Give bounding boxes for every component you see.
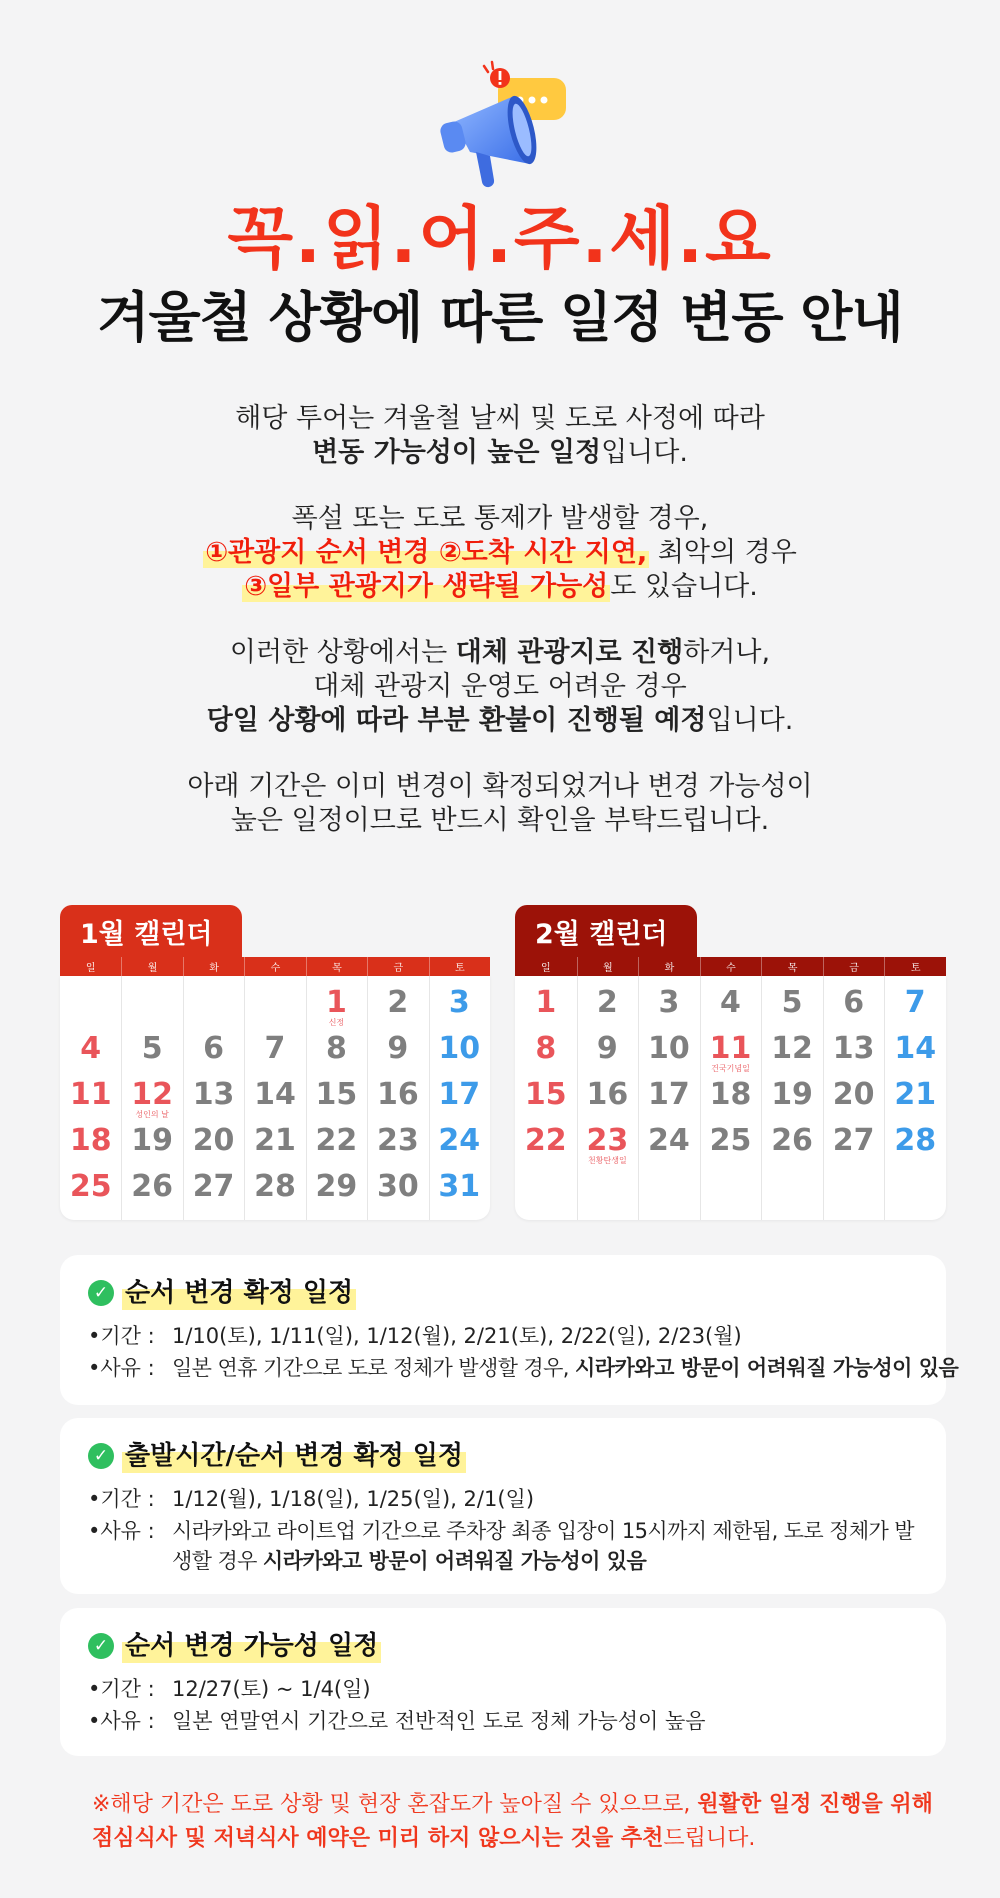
day-number: 29 (315, 1169, 358, 1204)
day-number: 21 (894, 1077, 937, 1112)
calendar-day (515, 1121, 577, 1167)
footnote-text: 드립니다. (663, 1826, 756, 1851)
calendar-grid (60, 976, 490, 1220)
calendar-day (183, 1075, 244, 1121)
reason-text: 시라카와고 라이트업 기간으로 주차장 최종 입장이 15시까지 제한됨, 도로 정체가 발생할 경우 (172, 1519, 914, 1573)
schedule-box-order-change-confirmed (60, 1255, 959, 1405)
calendar-day (367, 1029, 428, 1075)
day-number: 4 (80, 1031, 102, 1066)
day-number: 4 (720, 985, 741, 1020)
footnote-bold: 원활한 일정 진행을 위해 점심식사 및 저녁식사 예약은 미리 하지 않으시는 것을 추천 (92, 1792, 933, 1851)
weekday-label: 목 (761, 957, 823, 976)
intro-text-span: 아래 기간은 이미 변경이 확정되었거나 변경 가능성이 (187, 771, 813, 802)
period-label: •기간 : (88, 1487, 155, 1511)
calendar-day (121, 1121, 182, 1167)
day-number: 5 (781, 985, 803, 1020)
weekday-label: 월 (121, 957, 182, 976)
day-number: 10 (438, 1031, 481, 1066)
check-circle-icon: ✓ (88, 1633, 114, 1659)
day-number: 1 (325, 985, 347, 1020)
footnote (92, 1788, 952, 1856)
weekday-header (515, 957, 946, 976)
calendar-day (577, 983, 639, 1029)
reason-text: 일본 연말연시 기간으로 전반적인 도로 정체 가능성이 높음 (172, 1709, 706, 1733)
day-number: 22 (524, 1123, 567, 1158)
calendar-day (429, 983, 490, 1029)
calendar-title: 2월 캘린더 (515, 905, 697, 957)
weekday-label: 토 (429, 957, 490, 976)
weekday-header (60, 957, 490, 976)
calendar-day (306, 983, 367, 1029)
day-number: 2 (387, 985, 409, 1020)
day-number: 24 (438, 1123, 481, 1158)
reason-value (172, 1706, 918, 1736)
calendar-day (306, 1029, 367, 1075)
calendar-day (884, 983, 946, 1029)
day-number: 26 (771, 1123, 813, 1158)
calendar-day (638, 983, 700, 1029)
intro-line (0, 570, 1000, 604)
day-number: 26 (131, 1169, 173, 1204)
calendar-day (700, 983, 762, 1029)
day-number: 30 (376, 1169, 419, 1204)
day-number: 10 (648, 1031, 690, 1066)
day-number: 25 (709, 1123, 752, 1158)
day-number: 20 (192, 1123, 235, 1158)
calendar-day (515, 983, 577, 1029)
schedule-box-order-change-possible (60, 1608, 946, 1756)
holiday-note: 성인의 날 (135, 1110, 169, 1119)
day-number: 22 (315, 1123, 358, 1158)
calendar-january (60, 905, 490, 1220)
day-number: 28 (894, 1123, 937, 1158)
intro-line (0, 502, 1000, 536)
calendar-day (761, 1075, 823, 1121)
day-number: 21 (254, 1123, 296, 1158)
calendar-empty-cell (244, 983, 305, 1029)
calendar-day (577, 1029, 639, 1075)
calendar-day (577, 1121, 639, 1167)
reason-text: 일본 연휴 기간으로 도로 정체가 발생할 경우, (172, 1356, 575, 1380)
day-number: 19 (131, 1123, 173, 1158)
calendar-day (121, 1167, 182, 1213)
weekday-label: 수 (244, 957, 305, 976)
calendar-day (244, 1167, 305, 1213)
intro-text-span: 입니다. (706, 705, 794, 736)
calendar-day (244, 1075, 305, 1121)
day-number: 8 (325, 1031, 347, 1066)
day-number: 7 (904, 985, 926, 1020)
calendar-grid (515, 976, 946, 1220)
intro-text-span: 최악의 경우 (649, 537, 797, 568)
calendar-empty-cell (121, 983, 182, 1029)
intro-text-span: 이러한 상황에서는 (229, 637, 456, 668)
reason-label: •사유 : (88, 1356, 155, 1380)
day-number: 12 (131, 1077, 173, 1112)
calendar-day (429, 1029, 490, 1075)
day-number: 25 (69, 1169, 112, 1204)
calendar-day (121, 1029, 182, 1075)
calendar-day (244, 1029, 305, 1075)
day-number: 6 (203, 1031, 224, 1066)
day-number: 27 (192, 1169, 235, 1204)
holiday-note: 건국기념일 (711, 1064, 750, 1073)
day-number: 8 (535, 1031, 557, 1066)
weekday-label: 일 (85, 963, 96, 974)
calendar-day (700, 1075, 762, 1121)
calendar-day (429, 1075, 490, 1121)
calendar-day (884, 1075, 946, 1121)
intro-bold: 변동 가능성이 높은 일정 (312, 437, 602, 468)
calendar-february (515, 905, 946, 1220)
intro-text (0, 402, 1000, 838)
day-number: 1 (535, 985, 557, 1020)
weekday-label: 월 (577, 957, 639, 976)
intro-text-span: 높은 일정이므로 반드시 확인을 부탁드립니다. (230, 805, 770, 836)
intro-line (0, 704, 1000, 738)
reason-bold: 시라카와고 방문이 어려워질 가능성이 있음 (262, 1549, 647, 1573)
calendar-day (884, 1029, 946, 1075)
day-number: 15 (524, 1077, 567, 1112)
box-title: 출발시간/순서 변경 확정 일정 (122, 1439, 466, 1473)
day-number: 11 (709, 1031, 752, 1066)
calendar-day (823, 983, 885, 1029)
day-number: 13 (192, 1077, 235, 1112)
calendar-day (306, 1167, 367, 1213)
calendar-day (244, 1121, 305, 1167)
day-number: 9 (387, 1031, 409, 1066)
intro-line (0, 636, 1000, 670)
calendar-day (638, 1075, 700, 1121)
day-number: 3 (448, 985, 470, 1020)
calendar-day (823, 1121, 885, 1167)
calendar-day (429, 1167, 490, 1213)
day-number: 14 (894, 1031, 937, 1066)
calendar-day (367, 1121, 428, 1167)
day-number: 20 (832, 1077, 875, 1112)
intro-line (0, 670, 1000, 704)
calendar-day (429, 1121, 490, 1167)
calendar-day (884, 1121, 946, 1167)
must-read-title: 꼭.읽.어.주.세.요 (227, 200, 773, 279)
page-title: 겨울철 상황에 따른 일정 변동 안내 (97, 286, 903, 349)
calendar-day (306, 1121, 367, 1167)
intro-text-span: 하거나, (683, 637, 771, 668)
calendar-empty-cell (183, 983, 244, 1029)
reason-value (172, 1353, 958, 1383)
holiday-note: 천황탄생일 (588, 1156, 627, 1165)
calendar-day (306, 1075, 367, 1121)
day-number: 13 (832, 1031, 875, 1066)
calendar-day (761, 1121, 823, 1167)
day-number: 24 (648, 1123, 690, 1158)
day-number: 3 (658, 985, 680, 1020)
check-circle-icon: ✓ (88, 1443, 114, 1469)
calendar-day (823, 1075, 885, 1121)
day-number: 7 (264, 1031, 286, 1066)
period-label: •기간 : (88, 1677, 155, 1701)
intro-line (0, 402, 1000, 436)
day-number: 5 (141, 1031, 163, 1066)
intro-text-span: 도 있습니다. (610, 571, 758, 602)
intro-bold: 대체 관광지로 진행 (455, 637, 684, 668)
day-number: 16 (376, 1077, 419, 1112)
calendar-day (761, 983, 823, 1029)
day-number: 23 (586, 1123, 629, 1158)
weekday-label: 금 (823, 957, 885, 976)
megaphone-icon (432, 56, 572, 196)
calendar-day (60, 1029, 121, 1075)
intro-line (0, 536, 1000, 570)
weekday-label: 일 (540, 963, 551, 974)
period-value: 1/10(토), 1/11(일), 1/12(월), 2/21(토), 2/22(일), 2/23(월) (172, 1324, 742, 1348)
period-value: 1/12(월), 1/18(일), 1/25(일), 2/1(일) (172, 1487, 535, 1511)
intro-text-span: 폭설 또는 도로 통제가 발생할 경우, (291, 503, 709, 534)
calendar-day (60, 1167, 121, 1213)
day-number: 14 (254, 1077, 296, 1112)
intro-bold: 당일 상황에 따라 부분 환불이 진행될 예정 (206, 705, 707, 736)
day-number: 15 (315, 1077, 358, 1112)
reason-label: •사유 : (88, 1709, 155, 1733)
calendar-title: 1월 캘린더 (60, 905, 242, 957)
calendar-day (700, 1121, 762, 1167)
intro-text-span: 입니다. (601, 437, 688, 468)
day-number: 31 (438, 1169, 481, 1204)
weekday-label: 수 (700, 957, 762, 976)
calendar-day (367, 1167, 428, 1213)
intro-highlight: ①관광지 순서 변경 ②도착 시간 지연, (205, 537, 648, 568)
day-number: 2 (596, 985, 618, 1020)
day-number: 23 (376, 1123, 419, 1158)
reason-label: •사유 : (88, 1519, 155, 1543)
calendar-day (638, 1029, 700, 1075)
calendar-day (367, 983, 428, 1029)
schedule-box-departure-order-confirmed (60, 1418, 946, 1594)
day-number: 28 (254, 1169, 296, 1204)
calendar-day (60, 1121, 121, 1167)
intro-line (0, 436, 1000, 470)
intro-text-span: 해당 투어는 겨울철 날씨 및 도로 사정에 따라 (235, 403, 765, 434)
intro-line (0, 770, 1000, 804)
intro-line (0, 804, 1000, 838)
day-number: 11 (69, 1077, 112, 1112)
calendar-day (183, 1167, 244, 1213)
day-number: 18 (69, 1123, 112, 1158)
day-number: 9 (596, 1031, 618, 1066)
weekday-label: 금 (367, 957, 428, 976)
intro-text-span: 대체 관광지 운영도 어려운 경우 (313, 671, 687, 702)
calendar-day (638, 1121, 700, 1167)
day-number: 12 (771, 1031, 813, 1066)
day-number: 18 (709, 1077, 752, 1112)
day-number: 19 (771, 1077, 813, 1112)
box-title: 순서 변경 가능성 일정 (122, 1629, 381, 1663)
weekday-label: 화 (183, 957, 244, 976)
calendar-day (515, 1029, 577, 1075)
calendar-day (183, 1029, 244, 1075)
day-number: 16 (586, 1077, 629, 1112)
intro-highlight: ③일부 관광지가 생략될 가능성 (244, 571, 609, 602)
day-number: 17 (438, 1077, 481, 1112)
box-title: 순서 변경 확정 일정 (122, 1276, 356, 1310)
calendar-day (577, 1075, 639, 1121)
calendar-day (700, 1029, 762, 1075)
calendar-day (367, 1075, 428, 1121)
day-number: 27 (832, 1123, 875, 1158)
calendar-day (183, 1121, 244, 1167)
calendar-day (60, 1075, 121, 1121)
period-label: •기간 : (88, 1324, 155, 1348)
reason-bold: 시라카와고 방문이 어려워질 가능성이 있음 (574, 1356, 959, 1380)
calendar-day (761, 1029, 823, 1075)
weekday-label: 토 (884, 957, 946, 976)
weekday-label: 목 (306, 957, 367, 976)
holiday-note: 신정 (328, 1018, 345, 1027)
footnote-text: ※해당 기간은 도로 상황 및 현장 혼잡도가 높아질 수 있으므로, (92, 1792, 698, 1817)
day-number: 6 (843, 985, 865, 1020)
calendar-day (515, 1075, 577, 1121)
calendar-day (121, 1075, 182, 1121)
calendar-empty-cell (60, 983, 121, 1029)
calendar-day (823, 1029, 885, 1075)
reason-value (172, 1516, 918, 1576)
weekday-label: 화 (638, 957, 700, 976)
check-circle-icon: ✓ (88, 1280, 114, 1306)
period-value: 12/27(토) ~ 1/4(일) (172, 1677, 371, 1701)
day-number: 17 (648, 1077, 690, 1112)
